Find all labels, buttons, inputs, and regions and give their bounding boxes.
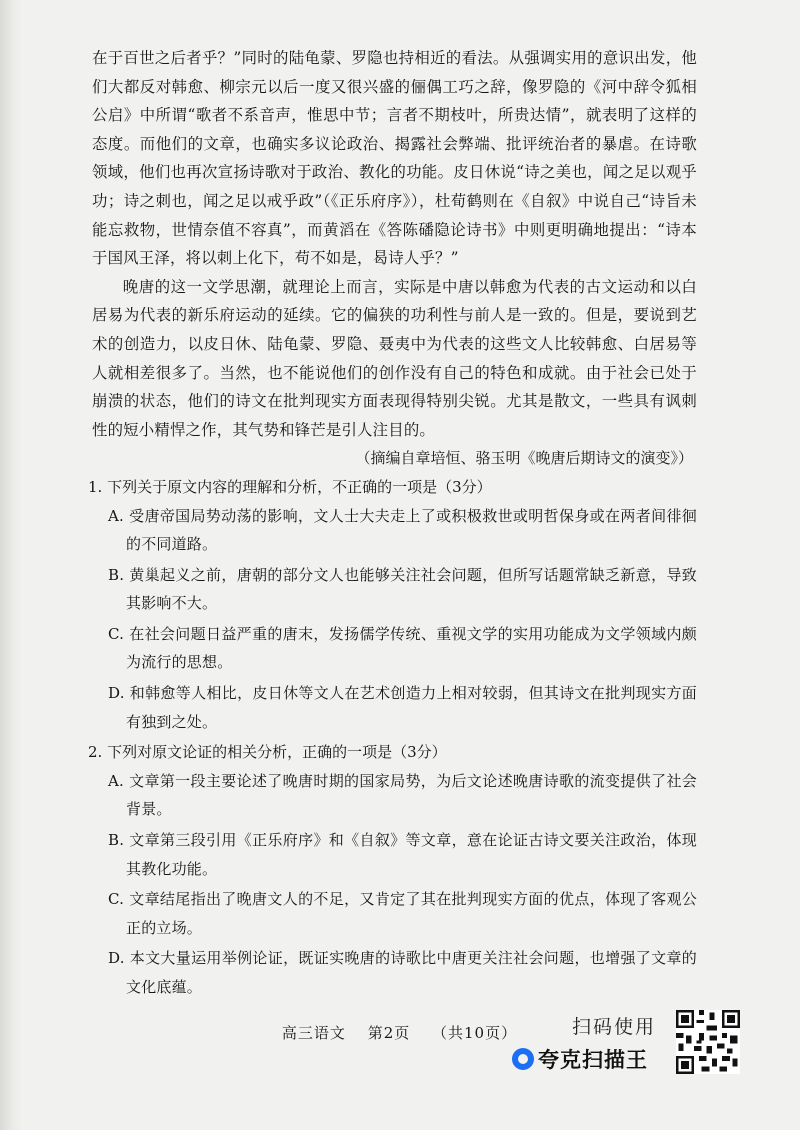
exam-page bbox=[88, 44, 697, 1043]
footer-subject: 高三语文 bbox=[281, 1023, 346, 1042]
qr-code-icon[interactable] bbox=[676, 1010, 740, 1074]
scanner-watermark bbox=[508, 1010, 748, 1080]
option-c: C. 在社会问题日益严重的唐末，发扬儒学传统、重视文学的实用功能成为文学领域内颇为流行的思想。 bbox=[108, 624, 697, 672]
question-2 bbox=[88, 738, 697, 1001]
option-b: B. 文章第三段引用《正乐府序》和《自叙》等文章，意在论证古诗文要关注政治，体现其教化功能。 bbox=[108, 831, 697, 878]
brand-name: 夸克扫描王 bbox=[538, 1048, 648, 1072]
article-source: （摘编自章培恒、骆玉明《晚唐后期诗文的演变》） bbox=[355, 449, 693, 468]
question-stem: 1. 下列关于原文内容的理解和分析，不正确的一项是（3分） bbox=[88, 477, 492, 496]
option-c: C. 文章结尾指出了晚唐文人的不足，又肯定了其在批判现实方面的优点，体现了客观公正的立场。 bbox=[108, 890, 697, 937]
option-a: A. 受唐帝国局势动荡的影响，文人士大夫走上了或积极救世或明哲保身或在两者间徘徊的不同道路。 bbox=[108, 506, 697, 554]
article-paragraph-1: 在于百世之后者乎？”同时的陆龟蒙、罗隐也持相近的看法。从强调实用的意识出发，他们大都反对韩愈、柳宗元以后一度又很兴盛的俪偶工巧之辞，像罗隐的《河中辞令狐相公启》中所谓“歌者不系音声，惟思中节；言者不期枝叶，所贵达情”，就表明了这样的态度。而他们的文章，也确实多议论政治、揭露社会弊端、批评统治者的暴虐。在诗歌领域，他们也再次宣扬诗歌对于政治、教化的功能。皮日休说“诗之美也，闻之足以观乎功；诗之刺也，闻之足以戒乎政”（《正乐府序》），杜荀鹤则在《自叙》中说自己“诗旨未能忘救物，世情奈值不容真”，而黄滔在《答陈磻隐论诗书》中则更明确地提出：“诗本于国风王泽，将以刺上化下，苟不如是，曷诗人乎？” bbox=[92, 49, 697, 268]
option-d: D. 本文大量运用举例论证，既证实晚唐的诗歌比中唐更关注社会问题，也增强了文章的文化底蕴。 bbox=[108, 949, 697, 996]
footer-total: （共10页） bbox=[432, 1023, 518, 1042]
question-1 bbox=[88, 473, 697, 736]
option-a: A. 文章第一段主要论述了晚唐时期的国家局势，为后文论述晚唐诗歌的流变提供了社会背景。 bbox=[108, 771, 697, 819]
article-paragraph-2: 晚唐的这一文学思潮，就理论上而言，实际是中唐以韩愈为代表的古文运动和以白居易为代表的新乐府运动的延续。它的偏狭的功利性与前人是一致的。但是，要说到艺术的创造力，以皮日休、陆龟蒙、罗隐、聂夷中为代表的这些文人比较韩愈、白居易等人就相差很多了。当然，也不能说他们的创作没有自己的特色和成就。由于社会已处于崩溃的状态，他们的诗文在批判现实方面表现得特别尖锐。尤其是散文，一些具有讽刺性的短小精悍之作，其气势和锋芒是引人注目的。 bbox=[92, 277, 697, 439]
question-options bbox=[92, 767, 697, 1002]
option-d: D. 和韩愈等人相比，皮日休等文人在艺术创造力上相对较弱，但其诗文在批判现实方面有独到之处。 bbox=[108, 684, 697, 731]
footer-page: 第2页 bbox=[367, 1023, 411, 1042]
question-stem: 2. 下列对原文论证的相关分析，正确的一项是（3分） bbox=[88, 743, 447, 762]
quark-logo-icon bbox=[512, 1048, 534, 1070]
question-options bbox=[92, 502, 697, 737]
scan-to-use-text: 扫码使用 bbox=[572, 1016, 657, 1038]
scan-edge-shadow bbox=[0, 0, 22, 1130]
option-b: B. 黄巢起义之前，唐朝的部分文人也能够关注社会问题，但所写话题常缺乏新意，导致其影响不大。 bbox=[108, 565, 697, 613]
